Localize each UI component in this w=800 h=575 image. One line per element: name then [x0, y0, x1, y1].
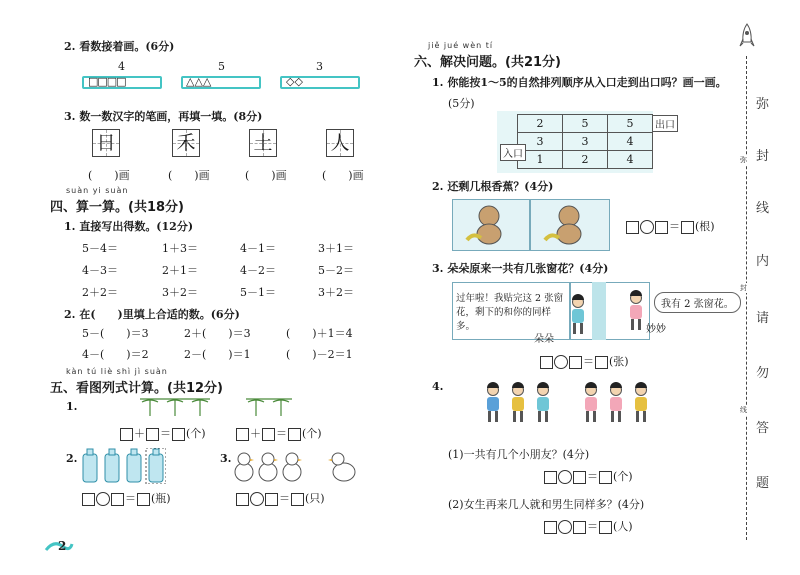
stroke-count-blank[interactable]: ( )画	[168, 169, 210, 182]
arithmetic-problem: 5－4＝	[82, 242, 118, 255]
arithmetic-problem: 4－1＝	[240, 242, 276, 255]
seal-line-label: 线	[740, 406, 747, 414]
question-3-title: 3. 数一数汉字的笔画，再填一填。(8分)	[64, 110, 263, 123]
chicks-icon	[232, 450, 362, 484]
boy-icon	[512, 384, 524, 422]
section-4-q2-title: 2. 在( )里填上合适的数。(6分)	[64, 308, 240, 321]
stroke-count-blank[interactable]: ( )画	[88, 169, 130, 182]
stroke-count-blank[interactable]: ( )画	[245, 169, 287, 182]
rocket-icon	[739, 22, 755, 52]
equation-answer-row[interactable]: ＝ (张)	[540, 353, 630, 369]
girl-icon	[635, 384, 647, 422]
shape-box[interactable]	[82, 76, 162, 89]
question-label: 1.	[66, 400, 78, 413]
boy-icon	[537, 384, 549, 422]
arithmetic-problem: 4－3＝	[82, 264, 118, 277]
speech-bubble-right: 我有 2 张窗花。	[654, 292, 741, 313]
section-6-title: 六、解决问题。(共21分)	[414, 55, 561, 70]
triangle-shapes: △△△	[186, 75, 212, 88]
question-label: 3.	[220, 452, 232, 465]
equation-answer-row[interactable]: ＝ (瓶)	[82, 490, 172, 506]
arithmetic-problem: 5－1＝	[240, 286, 276, 299]
maze-cell: 4	[608, 151, 653, 169]
dragonfly-group-icon	[244, 396, 294, 418]
question-label: 4.	[432, 380, 444, 393]
maze-cell: 5	[608, 115, 653, 133]
seal-line-label: 封	[740, 284, 747, 292]
monkey-picture-2	[530, 199, 610, 251]
arithmetic-problem: 5－2＝	[318, 264, 354, 277]
fill-blank-problem[interactable]: 2－( )＝1	[184, 348, 251, 361]
shape-box[interactable]	[181, 76, 261, 89]
question-2-title: 2. 还剩几根香蕉？(4分)	[432, 180, 554, 193]
sidebar-char: 勿	[756, 366, 770, 381]
girl-duoduo-icon	[572, 296, 584, 334]
section-5-pinyin: kàn tú liè shì jì suàn	[66, 367, 168, 376]
number-label: 3	[316, 60, 323, 73]
arithmetic-problem: 3＋2＝	[162, 286, 198, 299]
sidebar-char: 题	[756, 476, 770, 491]
arithmetic-problem: 3＋1＝	[318, 242, 354, 255]
dragonfly-group-icon	[138, 396, 212, 418]
entrance-sign: 入口	[500, 144, 526, 161]
equation-answer-row[interactable]: ＝ (只)	[236, 490, 326, 506]
arithmetic-problem: 3＋2＝	[318, 286, 354, 299]
seal-line-label: 弥	[740, 156, 747, 164]
diamond-shapes: ◇◇	[286, 75, 303, 88]
maze-cell: 3	[563, 133, 608, 151]
number-maze-grid[interactable]	[517, 114, 653, 169]
monkey-icon	[531, 200, 609, 250]
girl-icon	[610, 384, 622, 422]
bottles-icon	[80, 448, 166, 484]
fill-blank-problem[interactable]: ( )＋1＝4	[286, 327, 353, 340]
shape-box[interactable]	[280, 76, 360, 89]
question-4-sub2: (2)女生再来几人就和男生同样多？(4分)	[448, 498, 645, 511]
maze-cell: 5	[563, 115, 608, 133]
question-4-sub1: (1)一共有几个小朋友？(4分)	[448, 448, 590, 461]
maze-cell: 3	[518, 133, 563, 151]
section-5-title: 五、看图列式计算。(共12分)	[50, 381, 223, 396]
section-4-q1-title: 1. 直接写出得数。(12分)	[64, 220, 194, 233]
sidebar-char: 线	[756, 201, 770, 216]
monkey-icon	[453, 200, 529, 250]
character-box: 人	[326, 129, 354, 157]
equation-answer-row[interactable]: ＝ (人)	[544, 518, 634, 534]
sidebar-char: 封	[756, 149, 770, 164]
boy-icon	[487, 384, 499, 422]
sidebar-char: 弥	[756, 97, 770, 112]
sidebar-char: 答	[756, 421, 770, 436]
section-6-pinyin: jiě jué wèn tí	[428, 41, 494, 50]
character-box: 土	[249, 129, 277, 157]
stroke-count-blank[interactable]: ( )画	[322, 169, 364, 182]
section-4-title: 四、算一算。(共18分)	[50, 200, 184, 215]
speech-bubble-left: 过年啦！我贴完这 2 张窗花，剩下的和你的同样多。	[456, 292, 568, 334]
girl-miaomiao-icon	[630, 292, 642, 330]
character-box: 日	[92, 129, 120, 157]
equation-answer-row[interactable]: ＋ ＝ (个)	[236, 425, 323, 441]
question-3-title: 3. 朵朵原来一共有几张窗花？(4分)	[432, 262, 609, 275]
girl-icon	[585, 384, 597, 422]
fill-blank-problem[interactable]: 5－( )＝3	[82, 327, 149, 340]
exit-sign: 出口	[652, 115, 678, 132]
maze-cell: 4	[608, 133, 653, 151]
arithmetic-problem: 1＋3＝	[162, 242, 198, 255]
name-miaomiao: 妙妙	[646, 324, 666, 335]
equation-answer-row[interactable]: ＝ (个)	[544, 468, 634, 484]
fill-blank-problem[interactable]: ( )－2＝1	[286, 348, 353, 361]
arithmetic-problem: 2＋2＝	[82, 286, 118, 299]
sidebar-char: 内	[756, 254, 770, 269]
number-label: 4	[118, 60, 125, 73]
equation-answer-row[interactable]: ＋ ＝ (个)	[120, 425, 207, 441]
fill-blank-problem[interactable]: 2＋( )＝3	[184, 327, 251, 340]
number-label: 5	[218, 60, 225, 73]
square-shapes: □□□□	[88, 75, 126, 88]
maze-cell: 1	[518, 151, 563, 169]
seal-line	[746, 56, 747, 540]
window-frame	[592, 282, 606, 340]
question-1-title: 1. 你能按1～5的自然排列顺序从入口走到出口吗？画一画。	[432, 76, 727, 89]
arithmetic-problem: 4－2＝	[240, 264, 276, 277]
page-number: 2	[58, 539, 67, 553]
sidebar-char: 请	[756, 311, 770, 326]
fill-blank-problem[interactable]: 4－( )＝2	[82, 348, 149, 361]
section-4-pinyin: suàn yi suàn	[66, 186, 129, 195]
question-2-title: 2. 看数接着画。(6分)	[64, 40, 175, 53]
arithmetic-problem: 2＋1＝	[162, 264, 198, 277]
equation-answer-row[interactable]: ＝ (根)	[626, 218, 716, 234]
name-duoduo: 朵朵	[534, 334, 554, 345]
monkey-picture-1	[452, 199, 530, 251]
question-label: 2.	[66, 452, 78, 465]
maze-cell: 2	[563, 151, 608, 169]
character-box: 禾	[172, 129, 200, 157]
maze-cell: 2	[518, 115, 563, 133]
question-1-score: (5分)	[448, 97, 475, 110]
